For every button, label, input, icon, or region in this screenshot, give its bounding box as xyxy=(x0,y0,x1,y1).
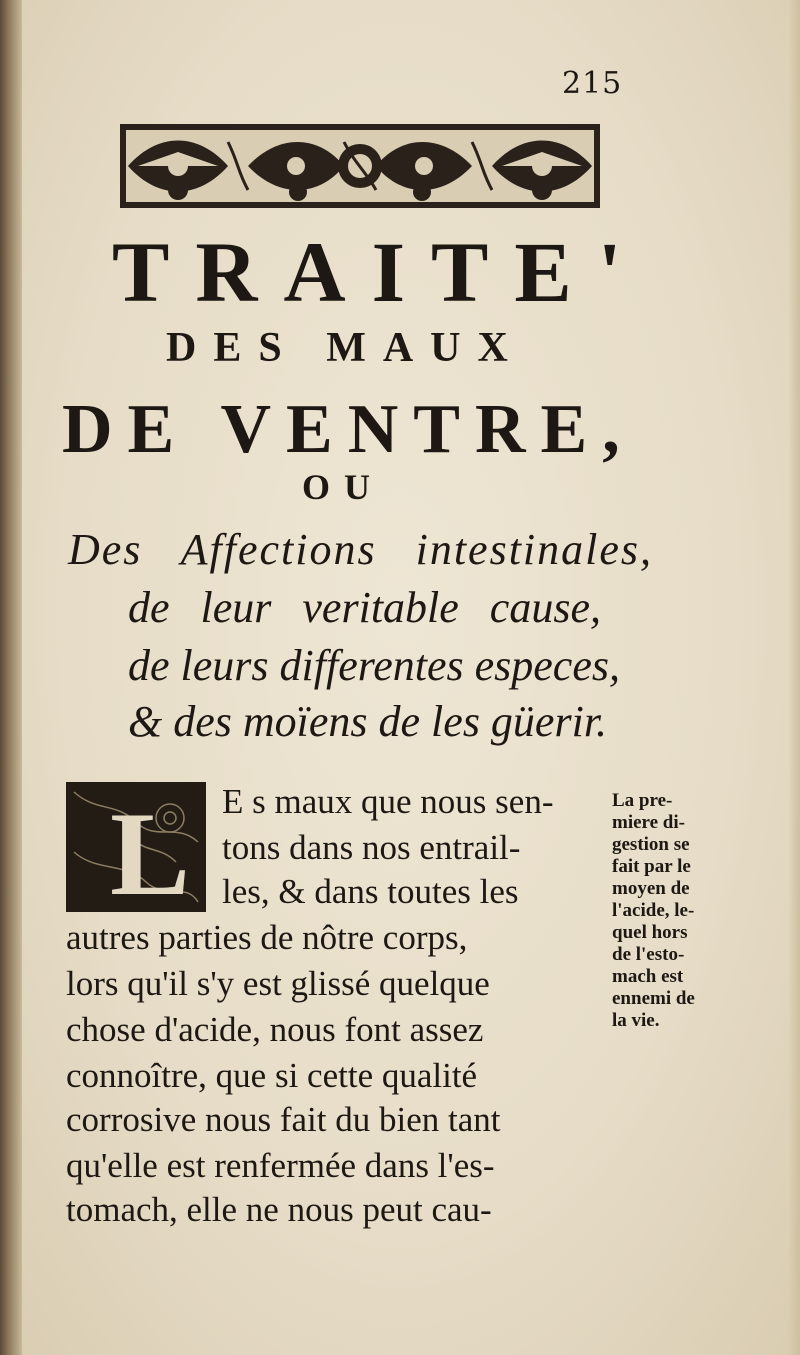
body-line: tons dans nos entrail- xyxy=(222,828,521,867)
page-edge xyxy=(788,0,800,1355)
marginal-note xyxy=(612,790,762,1032)
body-line: connoître, que si cette qualité xyxy=(66,1056,478,1095)
body-line: qu'elle est renfermée dans l'es- xyxy=(66,1146,495,1185)
marginal-note-line: fait par le xyxy=(612,856,691,877)
body-line: E s maux que nous sen- xyxy=(222,782,554,821)
decorated-initial-letter xyxy=(66,782,206,912)
body-line: chose d'acide, nous font assez xyxy=(66,1010,484,1049)
marginal-note-line: La pre- xyxy=(612,790,673,811)
body-line: autres parties de nôtre corps, xyxy=(66,918,468,957)
book-spine xyxy=(0,0,22,1355)
marginal-note-line: moyen de xyxy=(612,878,690,899)
title-traite: TRAITE' xyxy=(112,224,648,320)
title-des-maux: DES MAUX xyxy=(166,325,525,371)
body-line: tomach, elle ne nous peut cau- xyxy=(66,1190,492,1229)
marginal-note-line: ennemi de xyxy=(612,988,695,1009)
subtitle-line: & des moïens de les güerir. xyxy=(128,697,608,746)
title-de-ventre: DE VENTRE, xyxy=(62,391,635,468)
page-number: 215 xyxy=(562,66,623,101)
marginal-note-line: la vie. xyxy=(612,1010,660,1031)
body-line: les, & dans toutes les xyxy=(222,872,519,911)
body-line: corrosive nous fait du bien tant xyxy=(66,1100,501,1139)
marginal-note-line: miere di- xyxy=(612,812,685,833)
title-ou: OU xyxy=(302,467,384,507)
dropcap-letter: L xyxy=(110,787,191,912)
marginal-note-line: l'acide, le- xyxy=(612,900,695,921)
marginal-note-line: quel hors xyxy=(612,922,688,943)
subtitle-line: Des Affections intestinales, xyxy=(68,525,654,574)
floral-headpiece-ornament xyxy=(118,122,602,210)
subtitle-line: de leur veritable cause, xyxy=(128,583,601,632)
marginal-note-line: de l'esto- xyxy=(612,944,685,965)
subtitle-line: de leurs differentes especes, xyxy=(128,641,620,690)
marginal-note-line: mach est xyxy=(612,966,684,987)
marginal-note-line: gestion se xyxy=(612,834,690,855)
body-line: lors qu'il s'y est glissé quelque xyxy=(66,964,490,1003)
